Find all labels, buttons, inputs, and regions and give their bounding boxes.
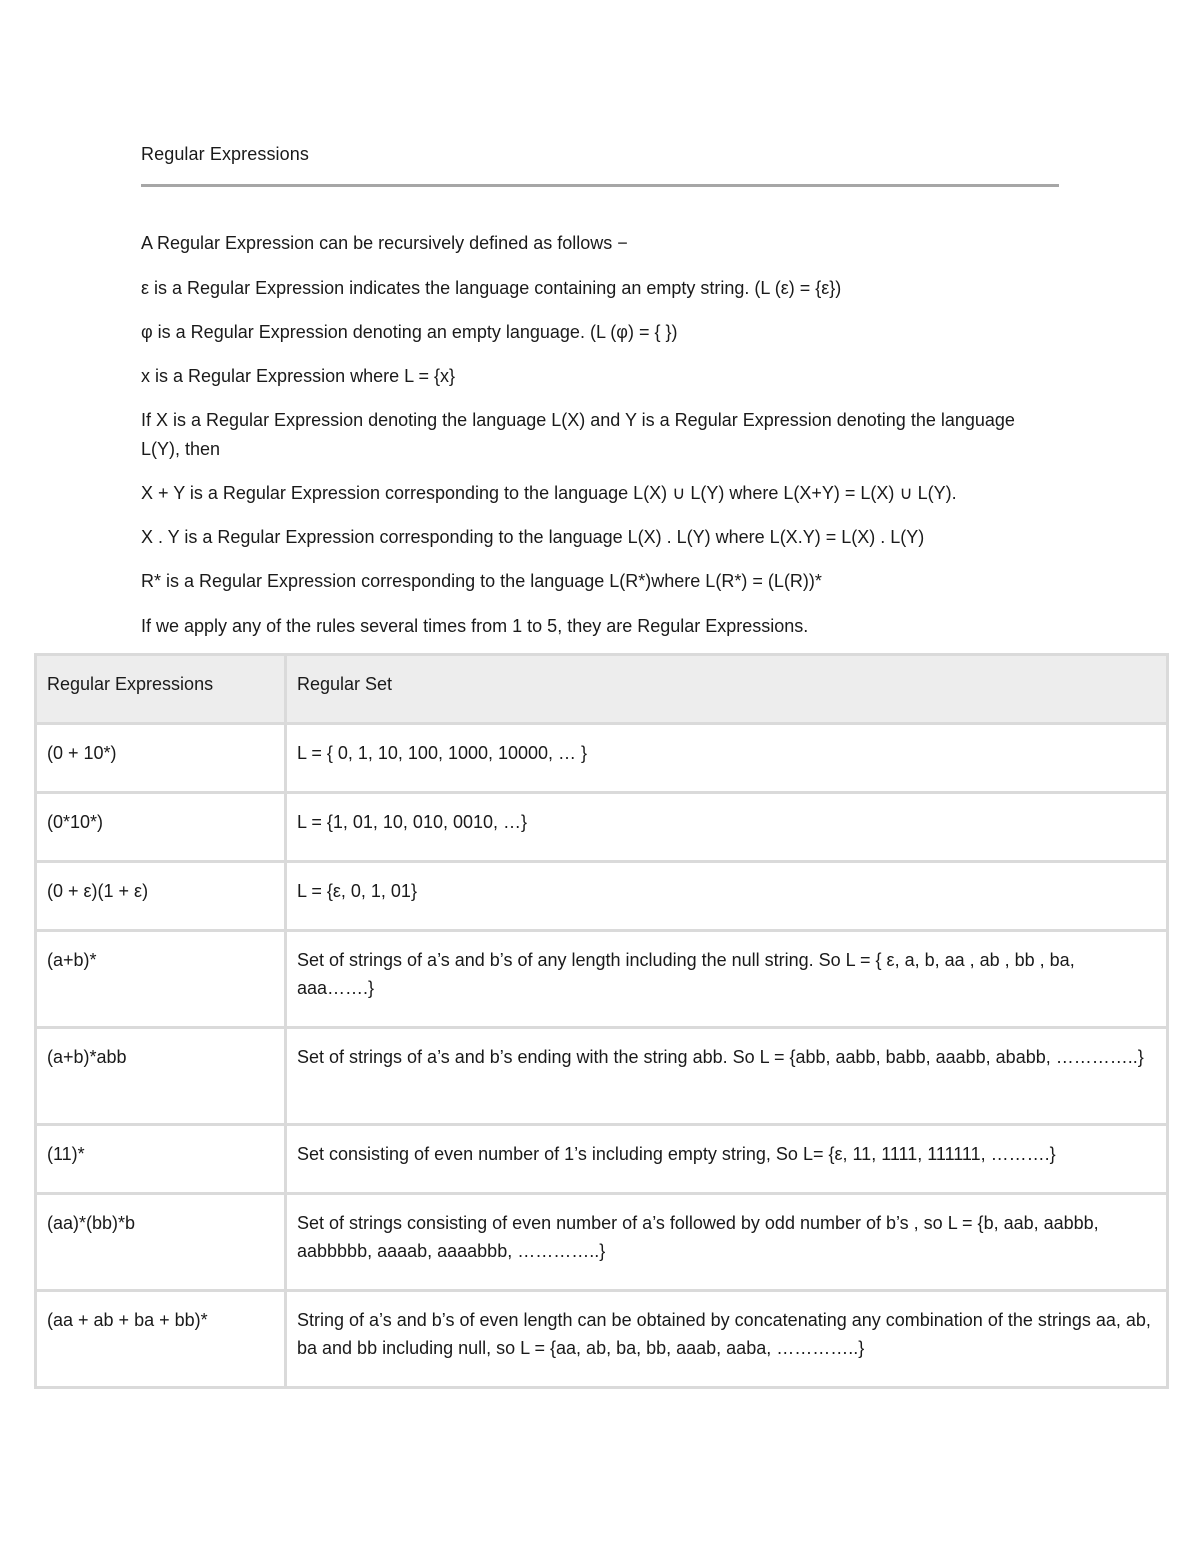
rule-kleene-star: R* is a Regular Expression corresponding to the language L(R*)where L(R*) = (L(R))* [141, 571, 822, 591]
rule-symbol: x is a Regular Expression where L = {x} [141, 366, 455, 386]
rule-union: X + Y is a Regular Expression corresponding to the language L(X) ∪ L(Y) where L(X+Y) = L(X) ∪ L(Y). [141, 483, 957, 503]
table-row [36, 862, 1168, 931]
table-row [36, 931, 1168, 1028]
rule-epsilon: ε is a Regular Expression indicates the language containing an empty string. (L (ε) = {ε}) [141, 278, 842, 298]
expression-cell: (0 + 10*) [36, 724, 286, 793]
page-title: Regular Expressions [141, 144, 309, 164]
expression-cell: (a+b)* [36, 931, 286, 1028]
set-cell: Set consisting of even number of 1’s including empty string, So L= {ε, 11, 1111, 111111, ……….} [286, 1125, 1168, 1194]
table-row [36, 1125, 1168, 1194]
set-cell: L = {ε, 0, 1, 01} [286, 862, 1168, 931]
expression-cell: (aa + ab + ba + bb)* [36, 1291, 286, 1388]
set-cell: String of a’s and b’s of even length can be obtained by concatenating any combination of the strings aa, ab, ba and bb including null, so L = {aa, ab, ba, bb, aaab, aaba, …………..} [286, 1291, 1168, 1388]
expression-cell: (aa)*(bb)*b [36, 1194, 286, 1291]
rule-phi: φ is a Regular Expression denoting an empty language. (L (φ) = { }) [141, 322, 678, 342]
set-cell: Set of strings consisting of even number of a’s followed by odd number of b’s , so L = {b, aab, aabbb, aabbbbb, aaaab, aaaabbb, …………..} [286, 1194, 1168, 1291]
set-cell: Set of strings of a’s and b’s of any length including the null string. So L = { ε, a, b, aa , ab , bb , ba, aaa…….} [286, 931, 1168, 1028]
table-row [36, 724, 1168, 793]
header-regular-set: Regular Set [286, 655, 1168, 724]
expression-cell: (a+b)*abb [36, 1028, 286, 1125]
regex-table [34, 653, 1169, 1389]
intro-paragraph: A Regular Expression can be recursively defined as follows − [141, 233, 628, 253]
table-row [36, 793, 1168, 862]
expression-cell: (0*10*) [36, 793, 286, 862]
rule-concatenation: X . Y is a Regular Expression corresponding to the language L(X) . L(Y) where L(X.Y) = L(X) . L(Y) [141, 527, 925, 547]
set-cell: Set of strings of a’s and b’s ending with the string abb. So L = {abb, aabb, babb, aaabb, ababb, …………..} [286, 1028, 1168, 1125]
table-row [36, 1291, 1168, 1388]
set-cell: L = { 0, 1, 10, 100, 1000, 10000, … } [286, 724, 1168, 793]
set-cell: L = {1, 01, 10, 010, 0010, …} [286, 793, 1168, 862]
title-divider [141, 184, 1059, 187]
rule-closure-note: If we apply any of the rules several times from 1 to 5, they are Regular Expressions. [141, 616, 809, 636]
header-regular-expressions: Regular Expressions [36, 655, 286, 724]
expression-cell: (11)* [36, 1125, 286, 1194]
table-header-row [36, 655, 1168, 724]
table-row [36, 1194, 1168, 1291]
rule-composition-intro: If X is a Regular Expression denoting the language L(X) and Y is a Regular Expression denoting the language L(Y), then [141, 410, 1015, 459]
expression-cell: (0 + ε)(1 + ε) [36, 862, 286, 931]
table-row [36, 1028, 1168, 1125]
